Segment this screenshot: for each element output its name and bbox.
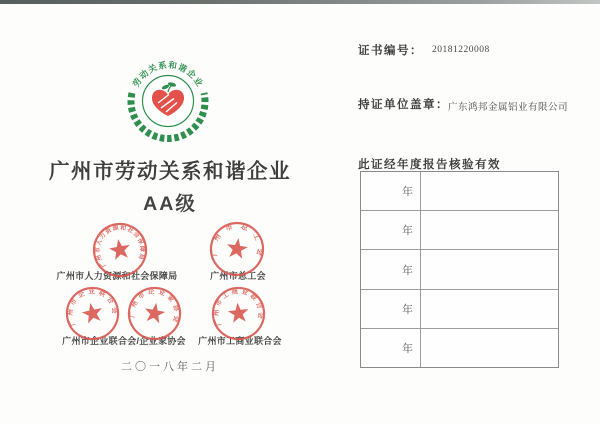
stamp-enterprise-federation <box>64 285 121 347</box>
holder-company-name: 广东鸿邦金属铝业有限公司 <box>448 103 569 113</box>
stamp-human-resources <box>91 221 149 284</box>
stamp-trade-union <box>208 220 266 283</box>
table-row <box>361 250 558 289</box>
year-cell: 年 <box>361 211 421 249</box>
harmony-emblem-icon <box>121 55 215 145</box>
verification-cell <box>421 172 558 210</box>
star-icon <box>80 301 104 324</box>
table-row <box>361 290 558 329</box>
star-icon <box>227 302 249 324</box>
seal-label-human-resources: 广州市人力资源和社会保障局 <box>56 271 178 281</box>
star-icon <box>143 301 167 324</box>
star-icon <box>108 237 132 260</box>
seal-label-industry-commerce: 广州市工商业联合会 <box>198 336 282 346</box>
stamp-entrepreneurs-association <box>126 285 183 347</box>
emblem-arc-text: 劳动关系和谐企业 <box>130 59 206 89</box>
certificate-title: 广州市劳动关系和谐企业 <box>49 160 291 183</box>
table-row <box>361 211 558 250</box>
annual-verification-table <box>360 171 559 368</box>
verification-cell <box>421 329 558 367</box>
harmony-emblem <box>121 55 215 150</box>
verification-cell <box>421 211 558 249</box>
stamp-arc-text: 广州市人力资源和社会保障局 <box>95 225 145 268</box>
cert-number-value: 20181220008 <box>432 45 490 55</box>
stamp-arc-text: 广州市企业联合会 <box>66 288 118 327</box>
year-cell: 年 <box>361 172 421 210</box>
holder-seal-label: 持证单位盖章： <box>358 99 449 111</box>
verification-cell <box>421 250 558 288</box>
year-cell: 年 <box>361 290 421 328</box>
star-icon <box>225 237 248 260</box>
annual-verification-title: 此证经年度报告核验有效 <box>358 159 501 171</box>
seal-label-enterprise-federation: 广州市企业联合会/企业家协会 <box>62 336 186 346</box>
scanner-edge-shadow <box>0 0 600 4</box>
table-row <box>361 172 558 211</box>
seal-label-trade-union: 广州市总工会 <box>210 271 266 281</box>
verification-cell <box>421 290 558 328</box>
year-cell: 年 <box>361 329 421 367</box>
certificate-grade: AA级 <box>143 193 197 215</box>
cert-number-label: 证书编号： <box>358 45 423 57</box>
year-cell: 年 <box>361 250 421 288</box>
table-row <box>361 329 558 367</box>
issue-date: 二〇一八年二月 <box>121 361 219 373</box>
stamp-industry-commerce <box>210 285 267 347</box>
stamp-arc-text: 广州市工商业联合会 <box>213 288 265 327</box>
stamp-arc-text: 广州市企业家协会 <box>129 288 181 327</box>
stamp-arc-text: 广州市总工会 <box>211 222 264 263</box>
